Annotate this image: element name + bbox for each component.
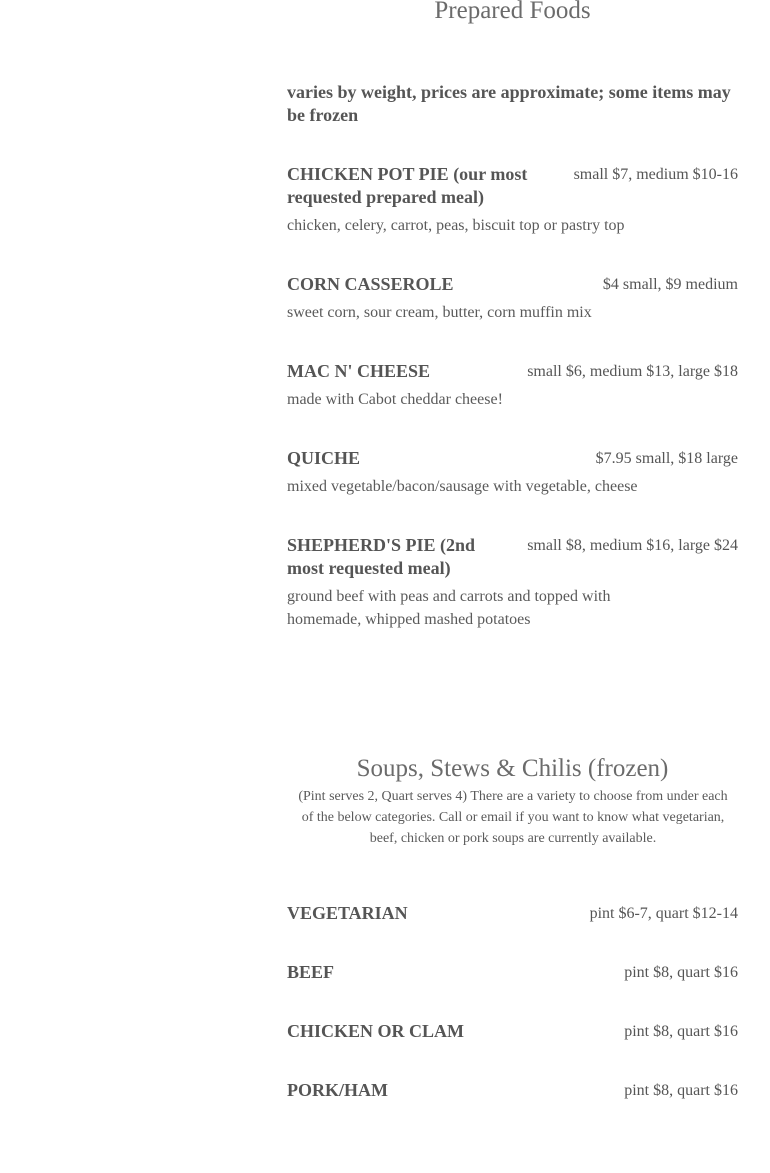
prepared-foods-note-text: varies by weight, prices are approximate; some items may be frozen (287, 82, 731, 125)
soups-intro: (Pint serves 2, Quart serves 4) There are a variety to choose from under each of the below categories. Call or email if you want to know what vegetarian, beef, chicken or pork soups are currently available. (298, 789, 728, 846)
item-description: chicken, celery, carrot, peas, biscuit top or pastry top (287, 217, 625, 234)
menu-item-quiche (287, 447, 738, 498)
item-name: CHICKEN OR CLAM (287, 1021, 465, 1041)
menu-item-chicken-pot-pie (287, 163, 738, 237)
menu-item-corn-casserole (287, 273, 738, 324)
item-name: PORK/HAM (287, 1080, 388, 1100)
item-price: pint $8, quart $16 (624, 964, 738, 981)
prepared-foods-note (287, 81, 738, 127)
soup-item-pork-ham (287, 1079, 738, 1102)
item-price: pint $6-7, quart $12-14 (589, 905, 738, 922)
item-price: $4 small, $9 medium (602, 276, 738, 293)
item-description: mixed vegetable/bacon/sausage with vegetable, cheese (287, 478, 638, 495)
section-title-prepared-foods: Prepared Foods (434, 0, 591, 24)
item-price: pint $8, quart $16 (624, 1082, 738, 1099)
item-description: ground beef with peas and carrots and topped with homemade, whipped mashed potatoes (287, 588, 611, 628)
section-title-soups: Soups, Stews & Chilis (frozen) (356, 755, 669, 782)
menu-item-mac-n-cheese (287, 360, 738, 411)
item-name: VEGETARIAN (287, 903, 408, 923)
item-price: small $7, medium $10-16 (573, 166, 738, 183)
item-price: small $6, medium $13, large $18 (527, 363, 738, 380)
item-description: sweet corn, sour cream, butter, corn muffin mix (287, 304, 592, 321)
item-name: MAC N' CHEESE (287, 361, 431, 381)
item-price: small $8, medium $16, large $24 (527, 537, 738, 554)
soup-item-beef (287, 961, 738, 984)
soup-item-chicken-or-clam (287, 1020, 738, 1043)
soup-item-vegetarian (287, 902, 738, 925)
item-price: $7.95 small, $18 large (595, 450, 738, 467)
item-name: SHEPHERD'S PIE (2nd most requested meal) (287, 535, 476, 578)
item-name: CHICKEN POT PIE (our most requested prepared meal) (287, 164, 528, 207)
item-name: CORN CASSEROLE (287, 274, 454, 294)
item-price: pint $8, quart $16 (624, 1023, 738, 1040)
item-description: made with Cabot cheddar cheese! (287, 391, 503, 408)
item-name: QUICHE (287, 448, 361, 468)
menu-item-shepherds-pie (287, 534, 738, 631)
item-name: BEEF (287, 962, 335, 982)
